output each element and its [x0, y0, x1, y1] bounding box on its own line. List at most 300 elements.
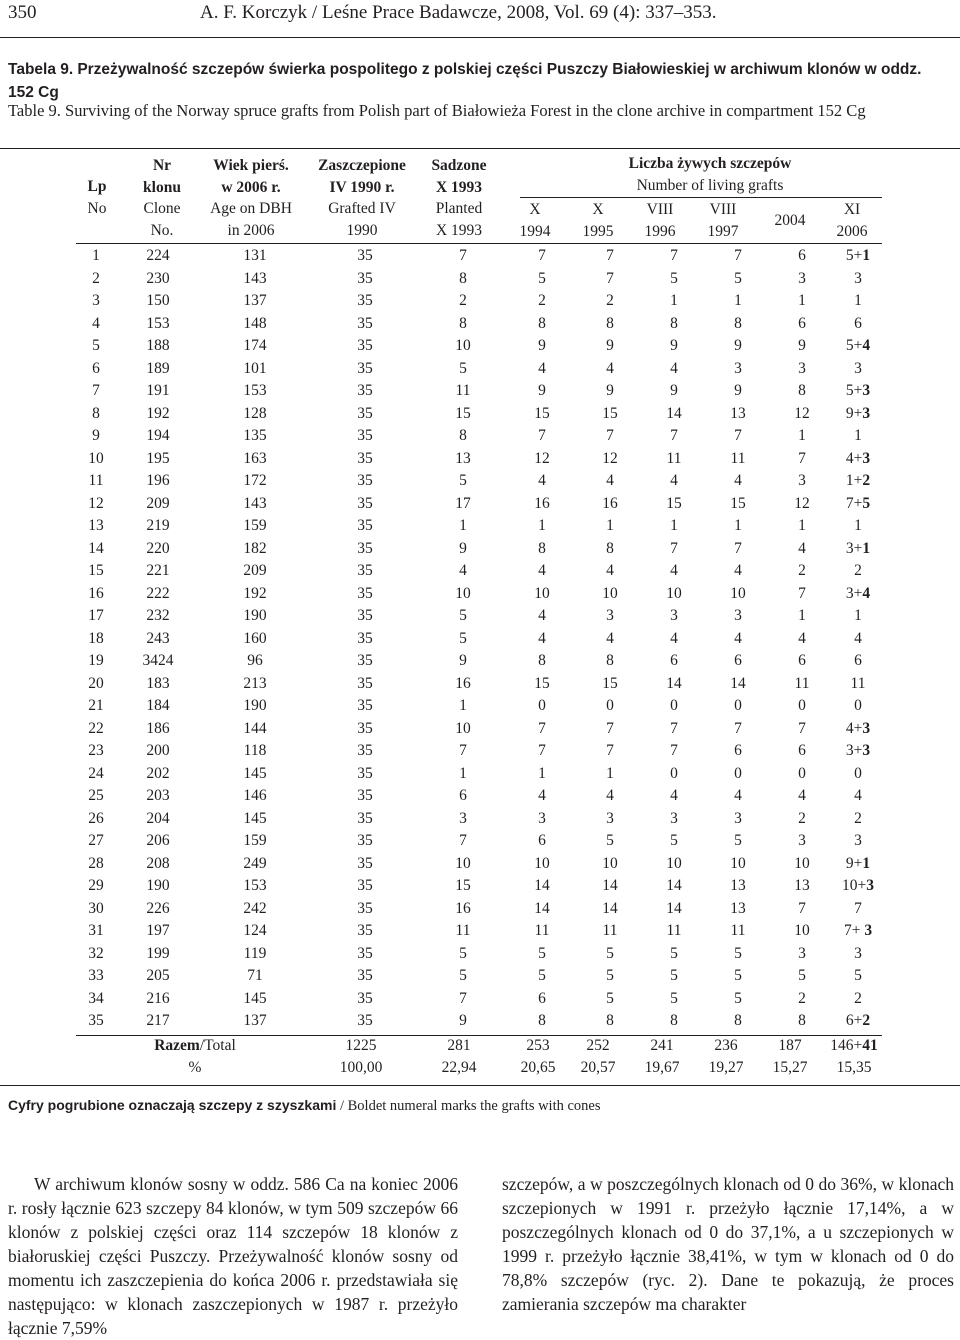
cell-clone: 188 — [146, 337, 170, 354]
cell-age: 249 — [243, 854, 267, 872]
header-living-grafts: Liczba żywych szczepów Number of living grafts — [628, 155, 792, 194]
cell-y2006: 2 — [854, 809, 862, 827]
cell-y1997: 13 — [730, 899, 746, 917]
cell-age: 143 — [243, 269, 267, 287]
cell-grafted: 35 — [357, 472, 373, 489]
table-row — [76, 695, 882, 718]
cell-y2004: 13 — [794, 877, 810, 894]
cell-y2004: 6 — [798, 652, 806, 669]
cell-planted: 5 — [459, 944, 467, 962]
cell-age: 131 — [243, 247, 267, 264]
cell-y1996: 5 — [670, 944, 678, 962]
cell-age: 242 — [243, 899, 267, 917]
cell-y1996: 4 — [670, 359, 678, 377]
caption-en-label: Table 9. — [8, 101, 61, 120]
cell-y2006: 3 — [854, 359, 862, 377]
cell-y1994: 6 — [538, 832, 546, 849]
caption-pl-label: Tabela 9. — [8, 61, 74, 78]
cell-y1996: 14 — [666, 674, 682, 692]
cell-clone: 183 — [146, 674, 170, 692]
cell-y2004: 1 — [798, 427, 806, 444]
cell-lp: 20 — [88, 674, 104, 692]
cell-grafted: 35 — [357, 314, 373, 332]
cell-y1994: 1 — [538, 517, 546, 534]
header-planted: Sadzone X 1993 Planted X 1993 — [431, 157, 487, 239]
table-row — [76, 718, 882, 741]
cell-y1994: 5 — [538, 944, 546, 962]
cell-y1995: 7 — [606, 742, 614, 759]
cell-grafted: 35 — [357, 674, 373, 692]
cell-y2004: 3 — [798, 269, 806, 287]
cell-y1997: 7 — [734, 247, 742, 264]
cell-age: 153 — [243, 382, 267, 399]
cell-y1996: 7 — [670, 742, 678, 759]
cell-y2006: 4+3 — [845, 719, 871, 737]
cell-y1995: 3 — [606, 809, 614, 827]
cell-clone: 220 — [146, 539, 170, 557]
cell-y1996: 9 — [670, 337, 678, 354]
cell-lp: 22 — [88, 719, 104, 737]
cell-y2004: 7 — [798, 719, 806, 737]
header-year-2006: XI 2006 — [836, 201, 868, 240]
cell-planted: 1 — [459, 764, 467, 782]
cell-y1996: 14 — [666, 899, 682, 917]
cell-age: 137 — [243, 292, 267, 309]
table-row — [76, 785, 882, 808]
total-1997: 236 — [714, 1037, 738, 1054]
table-row — [76, 268, 882, 291]
cell-grafted: 35 — [357, 809, 373, 827]
cell-y2006: 5+4 — [845, 337, 871, 354]
cell-y2006: 1+2 — [845, 472, 871, 489]
cell-y1997: 5 — [734, 944, 742, 962]
cell-age: 145 — [243, 989, 267, 1007]
cell-y1996: 4 — [670, 629, 678, 647]
cell-age: 159 — [243, 517, 267, 534]
cell-clone: 191 — [146, 382, 170, 399]
cell-age: 101 — [243, 359, 267, 377]
cell-grafted: 35 — [357, 584, 373, 602]
cell-y2006: 9+1 — [845, 854, 871, 872]
cell-clone: 195 — [146, 449, 170, 467]
cell-y1997: 4 — [734, 472, 742, 489]
cell-clone: 216 — [146, 989, 170, 1007]
percent-1994: 20,65 — [520, 1059, 556, 1076]
cell-clone: 203 — [146, 787, 170, 804]
header-year-1994: X 1994 — [519, 201, 551, 240]
header-grafted: Zaszczepione IV 1990 r. Grafted IV 1990 — [318, 157, 406, 239]
cell-lp: 9 — [92, 427, 100, 444]
cell-y1995: 4 — [606, 359, 614, 377]
percent-label: % — [188, 1059, 202, 1076]
page-number: 350 — [8, 2, 37, 23]
cell-planted: 5 — [459, 359, 467, 377]
cell-y1996: 5 — [670, 989, 678, 1007]
table-row — [76, 538, 882, 561]
cell-age: 145 — [243, 809, 267, 827]
cell-age: 172 — [243, 472, 267, 489]
cell-clone: 243 — [146, 629, 170, 647]
cell-planted: 5 — [459, 967, 467, 984]
percent-2004: 15,27 — [772, 1059, 808, 1076]
caption-pl-text: Przeżywalność szczepów świerka pospolitego z polskiej części Puszczy Białowieskiej w archiwum klonów w oddz. 152 Cg — [8, 61, 922, 101]
cell-clone: 205 — [146, 967, 170, 984]
cell-y1997: 6 — [734, 742, 742, 759]
cell-age: 209 — [243, 562, 267, 579]
table-footnote: Cyfry pogrubione oznaczają szczepy z szyszkami / Boldet numeral marks the grafts with cones — [8, 1097, 601, 1114]
header-bottom-rule — [76, 243, 882, 244]
cell-y2004: 3 — [798, 944, 806, 962]
cell-y1996: 4 — [670, 562, 678, 579]
cell-lp: 29 — [88, 877, 104, 894]
table-row — [76, 493, 882, 516]
cell-age: 145 — [243, 764, 267, 782]
table-row — [76, 920, 882, 943]
cell-y1996: 1 — [670, 517, 678, 534]
cell-planted: 10 — [455, 854, 471, 872]
cell-y1996: 15 — [666, 494, 682, 512]
cell-y1997: 10 — [730, 584, 746, 602]
cell-y1995: 8 — [606, 652, 614, 669]
cell-y1995: 14 — [602, 899, 618, 917]
total-2004: 187 — [778, 1037, 802, 1054]
cell-y1997: 10 — [730, 854, 746, 872]
cell-lp: 21 — [88, 697, 104, 714]
table-row — [76, 448, 882, 471]
cell-grafted: 35 — [357, 494, 373, 512]
cell-y2006: 4+3 — [845, 449, 871, 467]
cell-clone: 186 — [146, 719, 170, 737]
cell-y2006: 4 — [854, 787, 862, 804]
cell-y2004: 9 — [798, 337, 806, 354]
cell-age: 159 — [243, 832, 267, 849]
cell-grafted: 35 — [357, 944, 373, 962]
cell-y2006: 3+1 — [845, 539, 871, 557]
cell-clone: 209 — [146, 494, 170, 512]
cell-grafted: 35 — [357, 742, 373, 759]
cell-y2004: 4 — [798, 787, 806, 804]
cell-grafted: 35 — [357, 922, 373, 939]
cell-y2006: 3+4 — [845, 584, 871, 602]
cell-y1997: 5 — [734, 989, 742, 1007]
cell-grafted: 35 — [357, 787, 373, 804]
cell-lp: 17 — [88, 607, 104, 624]
cell-age: 148 — [243, 314, 267, 332]
cell-y1996: 4 — [670, 472, 678, 489]
cell-y1997: 0 — [734, 697, 742, 714]
cell-clone: 194 — [146, 427, 170, 444]
cell-grafted: 35 — [357, 382, 373, 399]
cell-lp: 18 — [88, 629, 104, 647]
cell-y1994: 5 — [538, 967, 546, 984]
cell-lp: 14 — [88, 539, 104, 557]
cell-y1995: 12 — [602, 449, 618, 467]
body-text-left: W archiwum klonów sosny w oddz. 586 Ca na koniec 2006 r. rosły łącznie 623 szczepy 84 klonów, w tym 509 szczepów 66 klonów z polskiej części oraz 114 szczepów 18 klonów z białoruskiej części Puszczy. Przeżywalność klonów sosny od momentu ich zaszczepienia do końca 2006 r. przedstawiała się następująco: w klonach zaszczepionych w 1987 r. przeżyło łącznie 7,59% — [8, 1174, 458, 1338]
cell-y1996: 10 — [666, 854, 682, 872]
cell-clone: 150 — [146, 292, 170, 309]
cell-y1995: 15 — [602, 404, 618, 422]
cell-lp: 7 — [92, 382, 100, 399]
cell-y1997: 6 — [734, 652, 742, 669]
cell-planted: 17 — [455, 494, 471, 512]
body-text-right: szczepów, a w poszczególnych klonach od 0 do 36%, w klonach szczepionych w 1991 r. przeżyło łącznie 17,14%, a w poszczególnych klonach od 0 do 37,1%, a u szczepionych w 1999 r. przeżyło łącznie 38,41%, w tym w klonach od 0 do 78,8% szczepów (ryc. 2). Dane te pokazują, że proces zamierania szczepów ma charakter — [502, 1174, 954, 1314]
cell-y2004: 7 — [798, 584, 806, 602]
cell-planted: 13 — [455, 449, 471, 467]
cell-y2004: 1 — [798, 517, 806, 534]
cell-age: 143 — [243, 494, 267, 512]
cell-y1995: 5 — [606, 967, 614, 984]
table-row — [76, 943, 882, 966]
cell-y1995: 1 — [606, 764, 614, 782]
table-row — [76, 245, 882, 268]
total-2006: 146+41 — [830, 1037, 878, 1054]
cell-y2006: 0 — [854, 697, 862, 714]
cell-y1996: 5 — [670, 967, 678, 984]
cell-y2004: 7 — [798, 449, 806, 467]
cell-clone: 184 — [146, 697, 170, 714]
header-lp: Lp No — [87, 178, 107, 217]
cell-y1996: 7 — [670, 539, 678, 557]
cell-grafted: 35 — [357, 449, 373, 467]
cell-y1996: 8 — [670, 1012, 678, 1029]
total-1995: 252 — [586, 1037, 610, 1054]
cell-planted: 4 — [459, 562, 467, 579]
cell-y2004: 6 — [798, 742, 806, 759]
cell-y1996: 0 — [670, 764, 678, 782]
cell-y1994: 4 — [538, 472, 546, 489]
cell-y2006: 4 — [854, 629, 862, 647]
cell-y1994: 0 — [538, 697, 546, 714]
cell-y1994: 4 — [538, 359, 546, 377]
cell-lp: 23 — [88, 742, 104, 759]
header-year-1996: VIII 1996 — [644, 201, 676, 240]
total-grafted: 1225 — [345, 1037, 377, 1054]
cell-y2004: 8 — [798, 1012, 806, 1029]
cell-y1994: 7 — [538, 427, 546, 444]
cell-grafted: 35 — [357, 854, 373, 872]
cell-y1994: 11 — [534, 922, 550, 939]
cell-y1995: 8 — [606, 314, 614, 332]
cell-planted: 3 — [459, 809, 467, 827]
cell-y1996: 7 — [670, 427, 678, 444]
table-row — [76, 290, 882, 313]
cell-y2004: 3 — [798, 832, 806, 849]
cell-y1994: 4 — [538, 629, 546, 647]
cell-y1996: 11 — [666, 922, 682, 939]
cell-grafted: 35 — [357, 652, 373, 669]
cell-y2004: 3 — [798, 472, 806, 489]
cell-y1996: 0 — [670, 697, 678, 714]
cell-y1994: 4 — [538, 562, 546, 579]
cell-y2006: 3 — [854, 832, 862, 849]
cell-planted: 2 — [459, 292, 467, 309]
cell-y2006: 5+3 — [845, 382, 871, 399]
cell-y2006: 5 — [854, 967, 862, 984]
cell-y2006: 6 — [854, 314, 862, 332]
cell-y2004: 6 — [798, 247, 806, 264]
cell-y2006: 3+3 — [845, 742, 871, 759]
table-row — [76, 763, 882, 786]
cell-y1997: 0 — [734, 764, 742, 782]
cell-y1995: 7 — [606, 427, 614, 444]
cell-grafted: 35 — [357, 292, 373, 309]
cell-planted: 1 — [459, 517, 467, 534]
cell-planted: 8 — [459, 269, 467, 287]
cell-lp: 34 — [88, 989, 104, 1007]
cell-age: 119 — [243, 944, 267, 962]
cell-clone: 230 — [146, 269, 170, 287]
cell-y1996: 8 — [670, 314, 678, 332]
cell-lp: 3 — [92, 292, 100, 309]
cell-y1995: 7 — [606, 719, 614, 737]
cell-age: 174 — [243, 337, 267, 354]
cell-clone: 232 — [146, 607, 170, 624]
cell-age: 160 — [243, 629, 267, 647]
cell-grafted: 35 — [357, 899, 373, 917]
cell-y2006: 1 — [854, 292, 862, 309]
cell-grafted: 35 — [357, 832, 373, 849]
cell-y1994: 9 — [538, 382, 546, 399]
cell-y1994: 12 — [534, 449, 550, 467]
cell-clone: 197 — [146, 922, 170, 939]
cell-y1997: 4 — [734, 787, 742, 804]
cell-grafted: 35 — [357, 629, 373, 647]
cell-lp: 19 — [88, 652, 104, 669]
cell-planted: 15 — [455, 404, 471, 422]
cell-planted: 11 — [455, 382, 471, 399]
cell-y1994: 8 — [538, 1012, 546, 1029]
cell-y1995: 2 — [606, 292, 614, 309]
cell-y2006: 1 — [854, 427, 862, 444]
cell-y1995: 11 — [602, 922, 618, 939]
cell-lp: 11 — [88, 472, 104, 489]
table-row — [76, 335, 882, 358]
cell-y2004: 2 — [798, 809, 806, 827]
table-row — [76, 853, 882, 876]
cell-y1995: 15 — [602, 674, 618, 692]
cell-y2004: 0 — [798, 697, 806, 714]
cell-planted: 7 — [459, 989, 467, 1007]
cell-y2006: 7+ 3 — [843, 922, 873, 939]
cell-grafted: 35 — [357, 539, 373, 557]
cell-lp: 27 — [88, 832, 104, 849]
cell-lp: 6 — [92, 359, 100, 377]
percent-2006: 15,35 — [836, 1059, 872, 1076]
cell-y1994: 14 — [534, 877, 550, 894]
cell-y1996: 5 — [670, 269, 678, 287]
body-column-left — [8, 1172, 458, 1340]
cell-y1995: 9 — [606, 337, 614, 354]
cell-y1995: 8 — [606, 1012, 614, 1029]
table-row — [76, 988, 882, 1011]
cell-planted: 8 — [459, 314, 467, 332]
cell-y2006: 6 — [854, 652, 862, 669]
cell-planted: 5 — [459, 629, 467, 647]
header-year-2004: 2004 — [774, 212, 806, 229]
percent-grafted: 100,00 — [339, 1059, 383, 1076]
percent-1997: 19,27 — [708, 1059, 744, 1076]
cell-planted: 8 — [459, 427, 467, 444]
cell-grafted: 35 — [357, 697, 373, 714]
cell-y2004: 6 — [798, 314, 806, 332]
cell-planted: 7 — [459, 247, 467, 264]
cell-y1994: 5 — [538, 269, 546, 287]
cell-grafted: 35 — [357, 404, 373, 422]
cell-age: 163 — [243, 449, 267, 467]
cell-planted: 10 — [455, 719, 471, 737]
cell-planted: 16 — [455, 899, 471, 917]
cell-y1997: 9 — [734, 337, 742, 354]
cell-y2006: 3 — [854, 269, 862, 287]
cell-y1994: 16 — [534, 494, 550, 512]
cell-clone: 221 — [146, 562, 170, 579]
percent-1995: 20,57 — [580, 1059, 616, 1076]
cell-grafted: 35 — [357, 337, 373, 354]
cell-y2006: 2 — [854, 989, 862, 1007]
cell-y1994: 10 — [534, 584, 550, 602]
table-row — [76, 808, 882, 831]
cell-y2004: 7 — [798, 899, 806, 917]
cell-clone: 189 — [146, 359, 170, 377]
cell-lp: 4 — [92, 314, 100, 332]
table-row — [76, 605, 882, 628]
total-planted: 281 — [447, 1037, 471, 1054]
table-row — [76, 380, 882, 403]
cell-planted: 7 — [459, 832, 467, 849]
cell-grafted: 35 — [357, 517, 373, 534]
survival-table — [76, 245, 882, 1033]
cell-y1997: 13 — [730, 877, 746, 894]
cell-y1994: 3 — [538, 809, 546, 827]
cell-y2006: 9+3 — [845, 404, 871, 422]
cell-grafted: 35 — [357, 877, 373, 894]
cell-grafted: 35 — [357, 764, 373, 782]
cell-y2006: 11 — [850, 674, 866, 692]
cell-grafted: 35 — [357, 967, 373, 984]
cell-planted: 6 — [459, 787, 467, 804]
cell-age: 144 — [243, 719, 267, 737]
table-row — [76, 650, 882, 673]
cell-clone: 217 — [146, 1012, 170, 1029]
cell-y2004: 1 — [798, 292, 806, 309]
cell-clone: 3424 — [142, 652, 174, 669]
cell-age: 213 — [243, 674, 267, 692]
table-row — [76, 358, 882, 381]
cell-y1995: 7 — [606, 269, 614, 287]
cell-y2004: 1 — [798, 607, 806, 624]
cell-y1996: 6 — [670, 652, 678, 669]
cell-lp: 30 — [88, 899, 104, 917]
percent-planted: 22,94 — [441, 1059, 477, 1076]
cell-y2006: 0 — [854, 764, 862, 782]
cell-age: 190 — [243, 607, 267, 624]
cell-y1997: 3 — [734, 607, 742, 624]
cell-y1997: 1 — [734, 517, 742, 534]
cell-lp: 25 — [88, 787, 104, 804]
cell-clone: 206 — [146, 832, 170, 849]
cell-lp: 2 — [92, 269, 100, 287]
cell-y1997: 5 — [734, 832, 742, 849]
cell-y1995: 4 — [606, 629, 614, 647]
cell-lp: 12 — [88, 494, 104, 512]
table-row — [76, 965, 882, 988]
cell-lp: 35 — [88, 1012, 104, 1029]
body-column-right — [502, 1172, 954, 1316]
cell-y1995: 16 — [602, 494, 618, 512]
cell-y1997: 14 — [730, 674, 746, 692]
cell-y1997: 8 — [734, 314, 742, 332]
cell-grafted: 35 — [357, 562, 373, 579]
